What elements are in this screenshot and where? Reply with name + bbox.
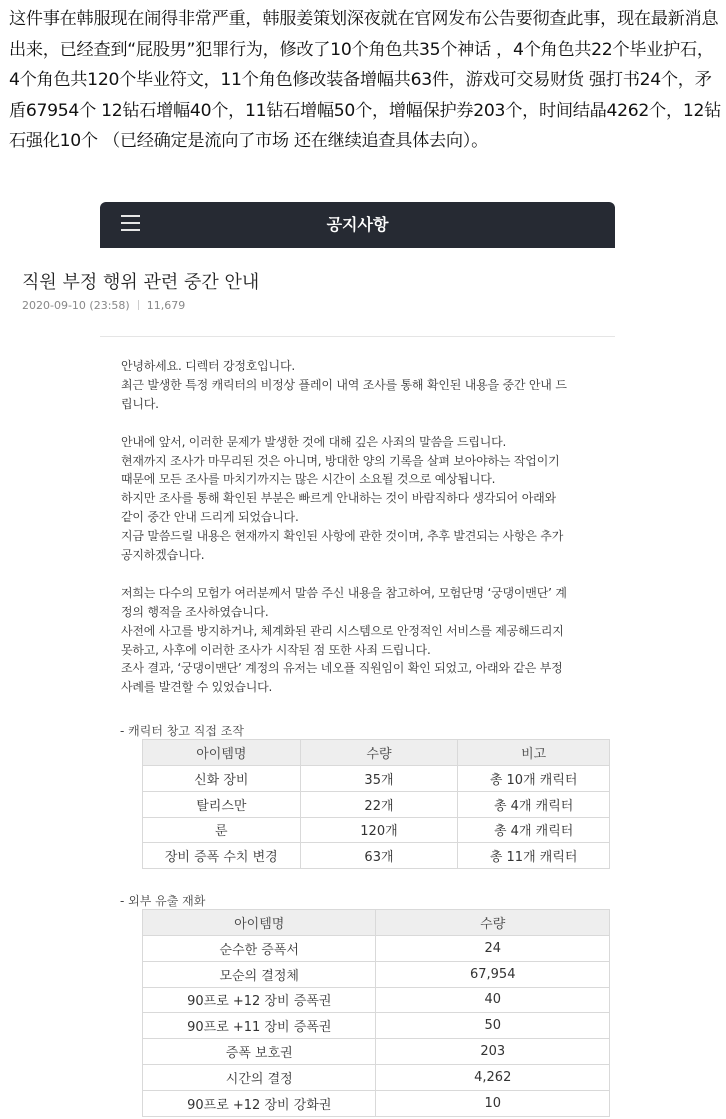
table-cell: 203 [376,1039,610,1065]
table-cell: 증폭 보호권 [143,1039,376,1065]
table-cell: 120개 [300,817,458,843]
table-cell: 탈리스만 [143,791,301,817]
body-line: 같이 중간 안내 드리게 되었습니다. [121,510,299,525]
table-header-row [143,910,610,936]
body-line: 안녕하세요. 디렉터 강정호입니다. [121,359,295,373]
table-cell: 총 4개 캐릭터 [458,817,610,843]
notice-header-bar [100,202,615,248]
table-row [143,843,610,869]
body-line: 조사 결과, ‘궁댕이맨단’ 계정의 유저는 네오플 직원임이 확인 되었고, 아래와 같은 부정 [121,661,563,676]
body-line: 못하고, 사후에 이러한 조사가 시작된 점 또한 사죄 드립니다. [121,642,431,657]
table-cell: 50 [376,1013,610,1039]
body-paragraph-3 [121,584,597,697]
table-cell: 모순의 결정체 [143,961,376,987]
column-header: 수량 [376,910,610,936]
table-row [143,766,610,792]
table-row [143,936,610,962]
table-row [143,791,610,817]
table-cell: 10 [376,1090,610,1116]
column-header: 아이템명 [143,740,301,766]
table-cell: 신화 장비 [143,766,301,792]
table-row [143,1064,610,1090]
table-header-row [143,740,610,766]
post-date: 2020-09-10 (23:58) [22,299,130,312]
table-cell: 35개 [300,766,458,792]
table-cell: 90프로 +12 장비 강화권 [143,1090,376,1116]
table-cell: 순수한 증폭서 [143,936,376,962]
table-cell: 24 [376,936,610,962]
column-header: 아이템명 [143,910,376,936]
section-label-external-leak: - 외부 유출 재화 [120,894,206,908]
external-leak-table [142,909,610,1117]
table-row [143,817,610,843]
body-line: 하지만 조사를 통해 확인된 부분은 빠르게 안내하는 것이 바람직하다 생각되어 아래와 [121,491,556,506]
body-paragraph-1 [121,357,597,414]
post-meta [22,299,185,312]
notice-body [121,357,597,716]
character-storage-table [142,739,610,869]
table-row [143,961,610,987]
table-cell: 룬 [143,817,301,843]
table-cell: 장비 증폭 수치 변경 [143,843,301,869]
body-paragraph-2 [121,433,597,565]
body-line: 사전에 사고를 방지하거나, 체계화된 관리 시스템으로 안정적인 서비스를 제공해드리지 [121,623,564,638]
table-row [143,1013,610,1039]
body-line: 지금 말씀드릴 내용은 현재까지 확인된 사항에 관한 것이며, 추후 발견되는 사항은 추가 [121,529,564,544]
table-cell: 4,262 [376,1064,610,1090]
table-cell: 총 11개 캐릭터 [458,843,610,869]
table-cell: 90프로 +11 장비 증폭권 [143,1013,376,1039]
column-header: 비고 [458,740,610,766]
body-line: 사례를 발견할 수 있었습니다. [121,680,273,695]
post-title: 직원 부정 행위 관련 중간 안내 [22,272,260,293]
table-cell: 22개 [300,791,458,817]
body-line: 저희는 다수의 모험가 여러분께서 말씀 주신 내용을 참고하여, 모험단명 ‘궁댕이맨단’ 계 [121,585,567,600]
table-cell: 67,954 [376,961,610,987]
table-cell: 시간의 결정 [143,1064,376,1090]
table-cell: 총 4개 캐릭터 [458,791,610,817]
post-views: 11,679 [146,299,186,312]
table-cell: 90프로 +12 장비 증폭권 [143,987,376,1013]
table-cell: 40 [376,987,610,1013]
body-line: 최근 발생한 특정 캐릭터의 비정상 플레이 내역 조사를 통해 확인된 내용을 중간 안내 드 [121,377,567,392]
table-cell: 63개 [300,843,458,869]
body-line: 때문에 모든 조사를 마치기까지는 많은 시간이 소요될 것으로 예상됩니다. [121,472,496,487]
body-line: 안내에 앞서, 이러한 문제가 발생한 것에 대해 깊은 사죄의 말씀을 드립니다. [121,434,507,449]
table-row [143,1039,610,1065]
table-row [143,987,610,1013]
table-cell: 총 10개 캐릭터 [458,766,610,792]
article-intro-text: 这件事在韩服现在闹得非常严重，韩服姜策划深夜就在官网发布公告要彻查此事，现在最新消息出来，已经查到“屁股男”犯罪行为，修改了10个角色共35个神话 ，4个角色共22个毕业护石，4个角色共120个毕业符文，11个角色修改装备增幅共63件，游戏可交易财货 强打书24个，矛盾67954个 12钻石增幅40个，11钻石增幅50个，增幅保护券203个，时间结晶4262个，12钻石强化10个 （已经确定是流向了市场 还在继续追查具体去向）。 [9,9,721,151]
title-divider [100,336,615,337]
column-header: 수량 [300,740,458,766]
body-line: 공지하겠습니다. [121,548,205,563]
meta-separator [138,300,139,310]
body-line: 립니다. [121,396,159,411]
body-line: 정의 행적을 조사하였습니다. [121,604,269,619]
header-title: 공지사항 [326,215,389,234]
section-label-character-storage: - 캐릭터 창고 직접 조작 [120,724,244,738]
table-row [143,1090,610,1116]
body-line: 현재까지 조사가 마무리된 것은 아니며, 방대한 양의 기록을 살펴 보아야하는 작업이기 [121,453,560,468]
